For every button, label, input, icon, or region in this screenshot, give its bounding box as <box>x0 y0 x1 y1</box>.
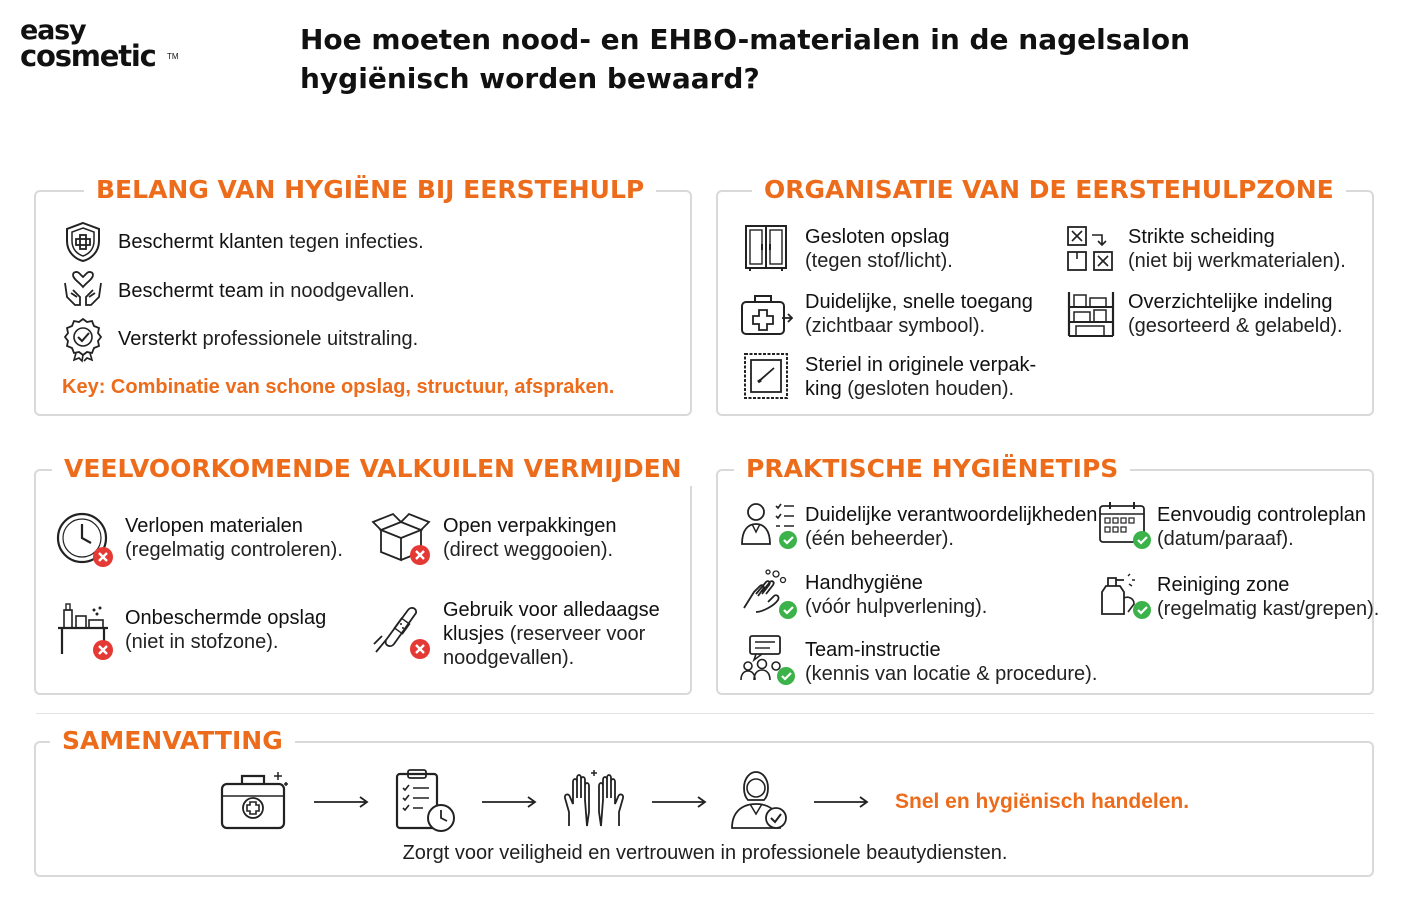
valkuilen-item-1: Verlopen materialen (regelmatig controleren). <box>125 515 343 561</box>
brand-line1: easy <box>20 15 86 46</box>
brand-line2: cosmetic <box>20 39 156 73</box>
section-divider <box>36 713 1374 714</box>
clipboard-clock-icon <box>395 768 457 834</box>
valkuilen-item-2: Open verpakkingen (direct weggooien). <box>443 515 617 561</box>
cabinet-icon <box>744 224 788 272</box>
belang-item-1: Beschermt klanten tegen infecties. <box>118 231 424 253</box>
award-badge-icon <box>64 317 102 361</box>
flow-result: Snel en hygiënisch handelen. <box>895 790 1190 813</box>
tips-item-4: Reiniging zone (regelmatig kast/grepen). <box>1157 574 1380 620</box>
brand-tm: TM <box>167 52 179 61</box>
valkuilen-heading: VEELVOORKOMENDE VALKUILEN VERMIJDEN <box>52 452 694 486</box>
bandage-hand-icon <box>372 600 434 662</box>
open-box-icon <box>371 510 433 568</box>
clock-icon <box>56 512 116 570</box>
tips-item-2: Eenvoudig controleplan (datum/paraaf). <box>1157 504 1367 550</box>
tips-heading: PRAKTISCHE HYGIËNETIPS <box>734 452 1130 486</box>
page-title-line2: hygiënisch worden bewaard? <box>300 62 760 95</box>
page-title <box>300 20 1200 98</box>
belang-item-3: Versterkt professionele uitstraling. <box>118 328 419 350</box>
responsible-person-icon <box>738 500 798 550</box>
separation-icon <box>1066 225 1116 273</box>
organisatie-heading: ORGANISATIE VAN DE EERSTEHULPZONE <box>752 173 1346 207</box>
summary-footer: Zorgt voor veiligheid en vertrouwen in professionele beautydiensten. <box>402 842 1008 864</box>
table-items-icon <box>56 600 116 662</box>
calendar-icon <box>1098 500 1154 550</box>
shield-plus-icon <box>64 221 102 263</box>
tips-item-3: Handhygiëne (vóór hulpverlening). <box>805 572 988 618</box>
organisatie-item-1: Gesloten opslag (tegen stof/licht). <box>805 226 953 272</box>
first-aid-kit-icon <box>740 292 794 336</box>
belang-item-2: Beschermt team in noodgevallen. <box>118 280 415 302</box>
gloves-icon <box>561 768 627 832</box>
flow-arrow-2 <box>480 795 538 809</box>
cleaning-spray-icon <box>1098 568 1154 620</box>
sterile-package-icon <box>743 352 789 400</box>
hands-heart-icon <box>61 271 105 309</box>
shelving-icon <box>1066 290 1116 338</box>
belang-key: Key: Combinatie van schone opslag, structuur, afspraken. <box>62 376 615 398</box>
valkuilen-item-3: Onbeschermde opslag (niet in stofzone). <box>125 607 327 653</box>
hand-wash-icon <box>738 568 798 620</box>
flow-first-aid-kit-icon <box>220 768 292 832</box>
belang-heading: BELANG VAN HYGIËNE BIJ EERSTEHULP <box>84 173 656 207</box>
flow-arrow-4 <box>812 795 870 809</box>
organisatie-item-5: Steriel in originele verpak- king (gesloten houden). <box>805 354 1037 400</box>
brand-logo <box>20 14 190 74</box>
valkuilen-item-4: Gebruik voor alledaagse klusjes (reserveer voor noodgevallen). <box>443 599 660 669</box>
page-title-line1: Hoe moeten nood- en EHBO-materialen in de nagelsalon <box>300 23 1191 56</box>
organisatie-item-4: Overzichtelijke indeling (gesorteerd & gelabeld). <box>1128 291 1343 337</box>
organisatie-item-2: Strikte scheiding (niet bij werkmaterialen). <box>1128 226 1346 272</box>
samenvatting-heading: SAMENVATTING <box>50 724 295 758</box>
tips-item-5: Team-instructie (kennis van locatie & procedure). <box>805 639 1098 685</box>
tips-item-1: Duidelijke verantwoordelijkheden (één beheerder). <box>805 504 1098 550</box>
organisatie-item-3: Duidelijke, snelle toegang (zichtbaar symbool). <box>805 291 1033 337</box>
flow-arrow-3 <box>650 795 708 809</box>
flow-arrow-1 <box>312 795 370 809</box>
team-chat-icon <box>738 634 798 686</box>
professional-icon <box>728 768 790 832</box>
